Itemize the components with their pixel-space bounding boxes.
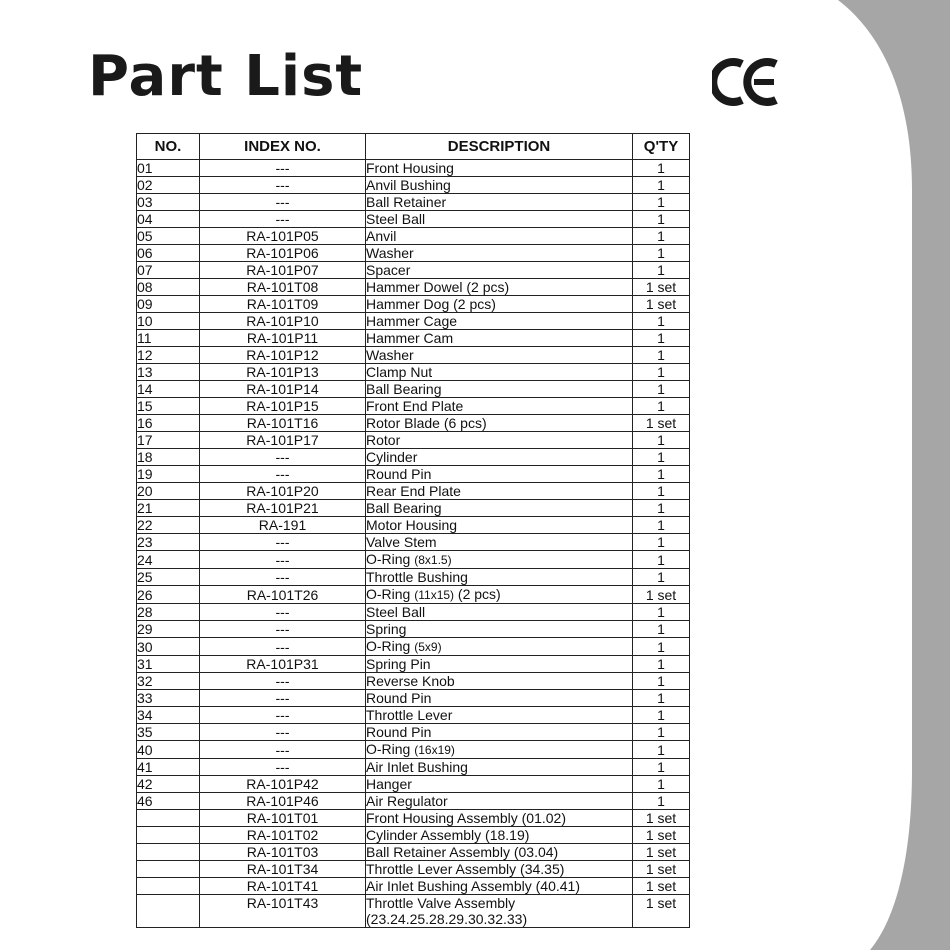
description-text: Hammer Dowel (2 pcs) [366,279,510,295]
cell-description [366,313,633,330]
table-row [137,810,690,827]
cell-index-no: RA-101P14 [200,381,366,398]
cell-description [366,707,633,724]
cell-no: 26 [137,586,200,604]
cell-index-no: RA-101T08 [200,279,366,296]
header-index-no: INDEX NO. [200,134,366,160]
table-row [137,415,690,432]
cell-no: 13 [137,364,200,381]
cell-no: 42 [137,776,200,793]
table-row-continuation [137,911,690,928]
cell-index-no: --- [200,741,366,759]
page-title: Part List [88,44,364,109]
cell-description [366,194,633,211]
gray-side-band [838,0,950,950]
cell-no: 46 [137,793,200,810]
cell-index-no: RA-101T41 [200,878,366,895]
description-text: Ball Bearing [366,381,442,397]
table-row [137,483,690,500]
cell-no [137,895,200,912]
cell-no: 24 [137,551,200,569]
cell-index-no: RA-101T26 [200,586,366,604]
cell-description [366,604,633,621]
cell-index-no: --- [200,177,366,194]
description-text: Round Pin [366,466,432,482]
cell-description [366,690,633,707]
cell-qty: 1 [633,776,690,793]
table-row [137,776,690,793]
cell-index-no: RA-101P12 [200,347,366,364]
table-row [137,398,690,415]
table-row [137,313,690,330]
cell-qty: 1 [633,638,690,656]
cell-qty: 1 [633,330,690,347]
cell-index-no: RA-101P46 [200,793,366,810]
cell-description [366,810,633,827]
table-row [137,228,690,245]
cell-index-no: --- [200,466,366,483]
cell-qty: 1 [633,517,690,534]
cell-index-no: RA-101P17 [200,432,366,449]
cell-qty: 1 [633,724,690,741]
cell-description [366,861,633,878]
description-size: (11x15) [414,588,455,602]
header-description: DESCRIPTION [366,134,633,160]
table-row [137,878,690,895]
table-row [137,296,690,313]
cell-qty: 1 [633,690,690,707]
table-row [137,621,690,638]
cell-description [366,160,633,177]
table-row [137,432,690,449]
cell-description [366,483,633,500]
cell-no: 22 [137,517,200,534]
cell-description [366,228,633,245]
cell-description [366,262,633,279]
cell-description [366,793,633,810]
cell-qty: 1 [633,177,690,194]
table-body [137,160,690,928]
description-text: O-Ring [366,741,415,757]
cell-no: 12 [137,347,200,364]
cell-qty: 1 [633,194,690,211]
description-text: O-Ring [366,638,415,654]
table-row [137,245,690,262]
cell-qty: 1 set [633,810,690,827]
cell-qty: 1 [633,741,690,759]
table-row [137,690,690,707]
cell-qty: 1 [633,500,690,517]
table-row [137,177,690,194]
description-tail: (2 pcs) [454,586,501,602]
cell-index-no: RA-101T09 [200,296,366,313]
cell-index-no: --- [200,194,366,211]
cell-no [137,827,200,844]
cell-no: 34 [137,707,200,724]
cell-index-no: --- [200,621,366,638]
cell-index-no: --- [200,673,366,690]
description-text: Round Pin [366,724,432,740]
cell-index-no: RA-101P20 [200,483,366,500]
cell-qty: 1 set [633,827,690,844]
cell-index-no: RA-101T03 [200,844,366,861]
description-text: O-Ring [366,586,415,602]
description-text: Rotor Blade (6 pcs) [366,415,487,431]
description-text: Throttle Lever [366,707,453,723]
cell-description [366,500,633,517]
description-text: Anvil [366,228,397,244]
cell-no: 32 [137,673,200,690]
cell-index-no: --- [200,211,366,228]
cell-description: (23.24.25.28.29.30.32.33) [366,911,633,928]
description-text: Throttle Lever Assembly (34.35) [366,861,565,877]
cell-index-no: RA-101P06 [200,245,366,262]
cell-qty: 1 [633,262,690,279]
cell-qty: 1 [633,569,690,586]
description-text: Clamp Nut [366,364,433,380]
cell-qty: 1 [633,245,690,262]
cell-no: 31 [137,656,200,673]
cell-no: 35 [137,724,200,741]
table-row [137,279,690,296]
description-text: Hammer Dog (2 pcs) [366,296,496,312]
description-text: Air Inlet Bushing Assembly (40.41) [366,878,580,894]
description-text: Air Inlet Bushing [366,759,468,775]
table-row [137,466,690,483]
description-text: Ball Retainer [366,194,447,210]
cell-index-no: --- [200,724,366,741]
cell-qty: 1 [633,381,690,398]
description-text: Throttle Bushing [366,569,468,585]
cell-no: 25 [137,569,200,586]
cell-qty: 1 [633,466,690,483]
cell-index-no: --- [200,551,366,569]
cell-index-no [200,911,366,928]
table-row [137,364,690,381]
table-row [137,895,690,912]
cell-description [366,177,633,194]
description-text: Round Pin [366,690,432,706]
cell-no: 23 [137,534,200,551]
table-row [137,707,690,724]
cell-index-no: RA-101T43 [200,895,366,912]
table-row [137,449,690,466]
cell-no: 11 [137,330,200,347]
cell-description [366,724,633,741]
cell-no: 02 [137,177,200,194]
cell-no: 17 [137,432,200,449]
cell-qty: 1 [633,483,690,500]
cell-description [366,415,633,432]
cell-description [366,245,633,262]
table-row [137,517,690,534]
cell-qty: 1 set [633,878,690,895]
cell-index-no: --- [200,534,366,551]
cell-no: 06 [137,245,200,262]
description-text: Ball Bearing [366,500,442,516]
table-row [137,534,690,551]
cell-description [366,364,633,381]
cell-description [366,673,633,690]
table-row [137,604,690,621]
table-row [137,759,690,776]
cell-description [366,621,633,638]
cell-qty: 1 set [633,415,690,432]
description-text: Motor Housing [366,517,458,533]
cell-index-no: --- [200,569,366,586]
description-text: O-Ring [366,551,415,567]
cell-qty: 1 [633,551,690,569]
cell-qty: 1 set [633,895,690,912]
table-row [137,861,690,878]
cell-description [366,551,633,569]
cell-no: 01 [137,160,200,177]
cell-qty: 1 [633,398,690,415]
cell-no [137,844,200,861]
cell-qty: 1 [633,347,690,364]
cell-index-no: --- [200,759,366,776]
cell-qty: 1 [633,656,690,673]
cell-description [366,586,633,604]
cell-no: 09 [137,296,200,313]
cell-description [366,466,633,483]
cell-index-no: RA-101P15 [200,398,366,415]
cell-qty: 1 [633,534,690,551]
table-row [137,827,690,844]
description-text: Spring [366,621,407,637]
table-row [137,673,690,690]
cell-description [366,534,633,551]
cell-no: 33 [137,690,200,707]
cell-qty: 1 [633,759,690,776]
cell-qty [633,911,690,928]
cell-qty: 1 set [633,861,690,878]
description-text: Steel Ball [366,211,426,227]
description-text: Cylinder Assembly (18.19) [366,827,530,843]
table-row [137,262,690,279]
cell-no: 30 [137,638,200,656]
cell-no: 14 [137,381,200,398]
cell-index-no: --- [200,638,366,656]
cell-description [366,638,633,656]
cell-qty: 1 [633,621,690,638]
cell-index-no: --- [200,690,366,707]
cell-no [137,911,200,928]
description-text: Ball Retainer Assembly (03.04) [366,844,559,860]
description-text: Hammer Cage [366,313,458,329]
cell-index-no: RA-101P42 [200,776,366,793]
cell-description [366,741,633,759]
cell-no [137,878,200,895]
cell-description [366,330,633,347]
header-no: NO. [137,134,200,160]
cell-no: 08 [137,279,200,296]
table-row [137,160,690,177]
cell-index-no: RA-101P13 [200,364,366,381]
description-text: Spacer [366,262,411,278]
cell-description [366,449,633,466]
description-text: Front Housing [366,160,454,176]
description-text: Reverse Knob [366,673,455,689]
description-text: Air Regulator [366,793,448,809]
table-header-row [137,134,690,160]
cell-description [366,827,633,844]
cell-index-no: RA-101T02 [200,827,366,844]
description-text: Washer [366,245,414,261]
cell-index-no: --- [200,707,366,724]
cell-qty: 1 set [633,844,690,861]
cell-index-no: RA-101P07 [200,262,366,279]
table-row [137,844,690,861]
description-text: Rear End Plate [366,483,461,499]
cell-index-no: RA-101P10 [200,313,366,330]
cell-qty: 1 set [633,586,690,604]
cell-qty: 1 [633,313,690,330]
table-row [137,194,690,211]
table-row [137,347,690,364]
cell-index-no: RA-101T01 [200,810,366,827]
table-row [137,793,690,810]
cell-qty: 1 [633,793,690,810]
description-text: Front End Plate [366,398,464,414]
table-row [137,211,690,228]
cell-description [366,569,633,586]
cell-index-no: --- [200,449,366,466]
cell-description [366,759,633,776]
table-row [137,330,690,347]
table-row [137,569,690,586]
description-text: Valve Stem [366,534,437,550]
cell-no [137,810,200,827]
table-row [137,381,690,398]
description-size: (5x9) [414,640,442,654]
description-text: Spring Pin [366,656,431,672]
cell-no: 29 [137,621,200,638]
cell-no: 05 [137,228,200,245]
description-text: Steel Ball [366,604,426,620]
cell-qty: 1 set [633,279,690,296]
cell-no: 18 [137,449,200,466]
cell-index-no: RA-191 [200,517,366,534]
part-list-table [136,133,690,928]
cell-description [366,878,633,895]
cell-qty: 1 [633,604,690,621]
table-row [137,724,690,741]
cell-no: 40 [137,741,200,759]
cell-qty: 1 [633,211,690,228]
cell-description [366,279,633,296]
table-row [137,500,690,517]
table-row [137,638,690,656]
cell-qty: 1 [633,449,690,466]
cell-no: 10 [137,313,200,330]
cell-description [366,776,633,793]
description-text: Hanger [366,776,412,792]
description-text: Hammer Cam [366,330,454,346]
table-row [137,551,690,569]
description-size: (16x19) [414,743,455,757]
description-text: Washer [366,347,414,363]
cell-no [137,861,200,878]
cell-description [366,347,633,364]
cell-description [366,381,633,398]
cell-no: 03 [137,194,200,211]
table-row [137,586,690,604]
cell-index-no: RA-101T16 [200,415,366,432]
cell-no: 16 [137,415,200,432]
cell-qty: 1 [633,673,690,690]
cell-description [366,432,633,449]
description-text: Cylinder [366,449,418,465]
cell-no: 28 [137,604,200,621]
header-qty: Q'TY [633,134,690,160]
cell-qty: 1 [633,707,690,724]
cell-index-no: RA-101P31 [200,656,366,673]
cell-index-no: RA-101T34 [200,861,366,878]
cell-no: 19 [137,466,200,483]
cell-index-no: RA-101P21 [200,500,366,517]
description-size: (8x1.5) [414,553,452,567]
description-text: Rotor [366,432,401,448]
cell-qty: 1 [633,160,690,177]
table-row [137,741,690,759]
description-text: Anvil Bushing [366,177,451,193]
cell-no: 04 [137,211,200,228]
cell-qty: 1 [633,432,690,449]
cell-description [366,844,633,861]
cell-description [366,517,633,534]
cell-no: 07 [137,262,200,279]
description-text: Front Housing Assembly (01.02) [366,810,566,826]
cell-qty: 1 [633,228,690,245]
cell-no: 41 [137,759,200,776]
cell-qty: 1 set [633,296,690,313]
cell-index-no: RA-101P11 [200,330,366,347]
cell-description [366,398,633,415]
cell-description [366,211,633,228]
cell-description [366,296,633,313]
table-row [137,656,690,673]
cell-description [366,895,633,912]
cell-index-no: RA-101P05 [200,228,366,245]
cell-index-no: --- [200,160,366,177]
cell-no: 20 [137,483,200,500]
cell-index-no: --- [200,604,366,621]
cell-description [366,656,633,673]
cell-qty: 1 [633,364,690,381]
cell-no: 15 [137,398,200,415]
ce-mark-icon [712,58,780,106]
description-text: Throttle Valve Assembly [366,895,516,911]
cell-no: 21 [137,500,200,517]
